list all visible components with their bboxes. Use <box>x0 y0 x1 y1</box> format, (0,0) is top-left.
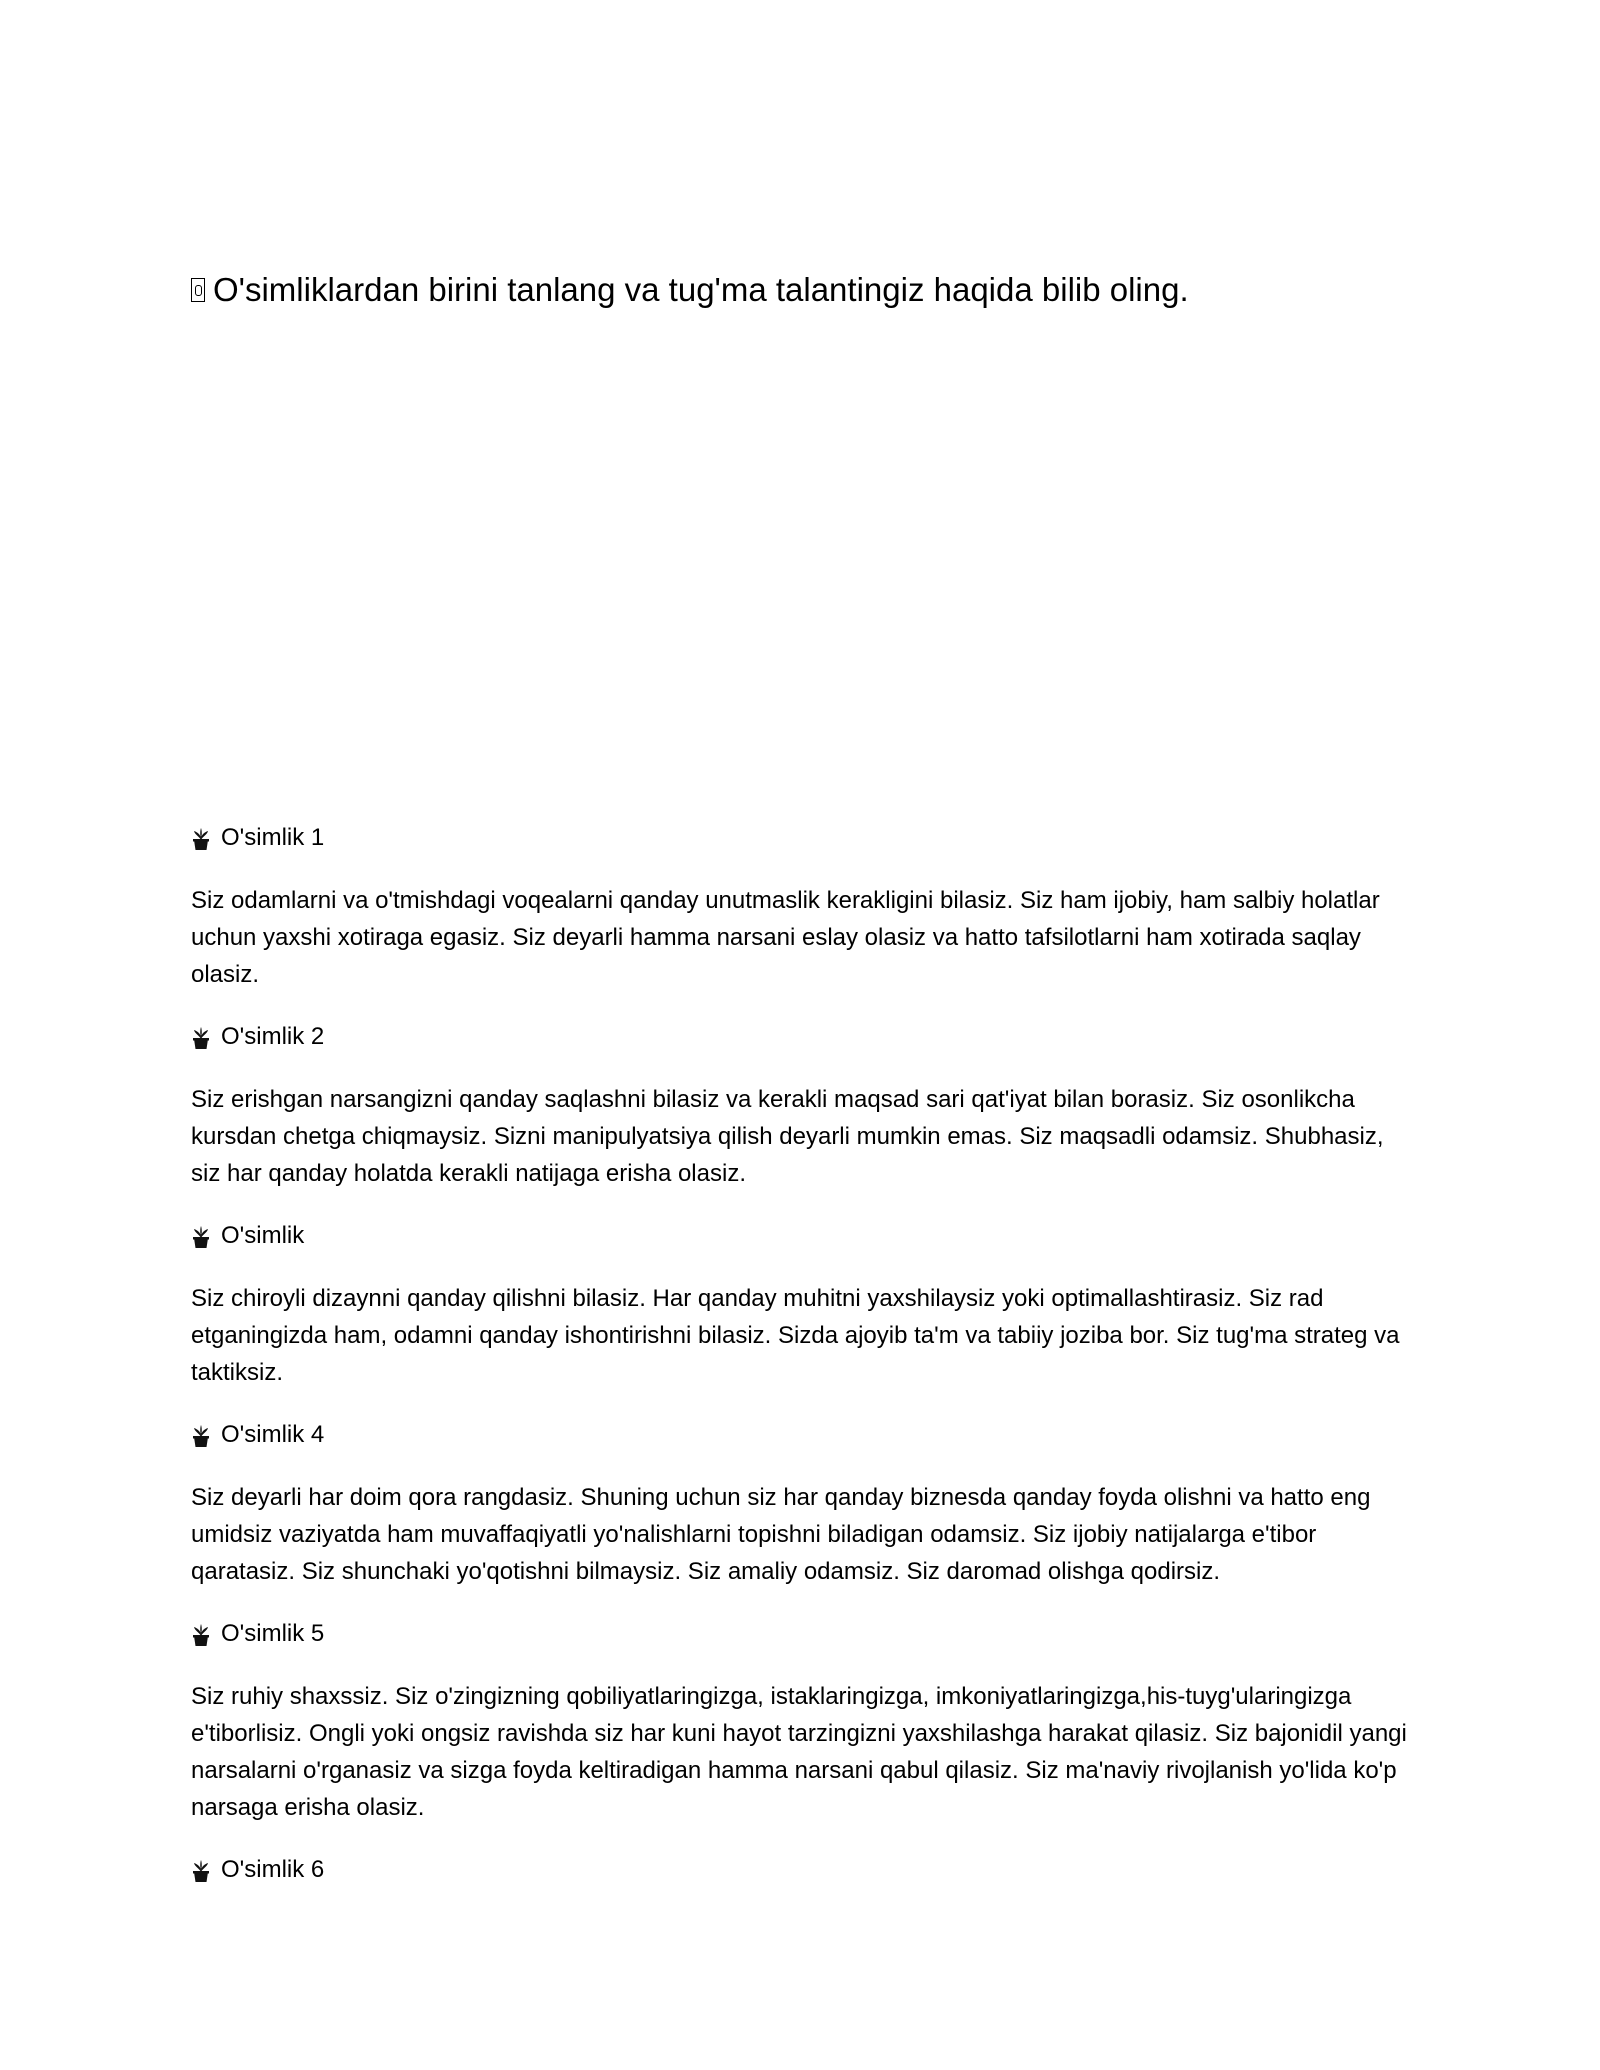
section-paragraph: Siz ruhiy shaxssiz. Siz o'zingizning qobiliyatlaringizga, istaklaringizga, imkoniyatlaringizga,his-tuyg'ularingizga e'tiborlisiz. Ongli yoki ongsiz ravishda siz har kuni hayot tarzingizni yaxshilashga harakat qilasiz. Siz bajonidil yangi narsalarni o'rganasiz va sizga foyda keltiradigan hamma narsani qabul qilasiz. Siz ma'naviy rivojlanish yo'lida ko'p narsaga erisha olasiz. <box>191 1683 1407 1821</box>
section-paragraph: Siz deyarli har doim qora rangdasiz. Shuning uchun siz har qanday biznesda qanday foyda olishni va hatto eng umidsiz vaziyatda ham muvaffaqiyatli yo'nalishlarni topishni biladigan odamsiz. Siz ijobiy natijalarga e'tibor qaratasiz. Siz shunchaki yo'qotishni bilmaysiz. Siz amaliy odamsiz. Siz daromad olishga qodirsiz. <box>191 1484 1371 1585</box>
potted-plant-icon <box>191 826 211 850</box>
page-title-text: O'simliklardan birini tanlang va tug'ma talantingiz haqida bilib oling. <box>213 271 1189 308</box>
potted-plant-icon <box>191 1025 211 1049</box>
section-heading-text: O'simlik 4 <box>221 1421 325 1448</box>
section-heading <box>191 1852 1411 1888</box>
potted-plant-icon <box>191 1622 211 1646</box>
potted-plant-icon <box>191 1858 211 1882</box>
section-heading-text: O'simlik 2 <box>221 1023 325 1050</box>
section-heading <box>191 820 1411 856</box>
potted-plant-icon <box>191 1224 211 1248</box>
section-paragraph: Siz odamlarni va o'tmishdagi voqealarni qanday unutmaslik kerakligini bilasiz. Siz ham ijobiy, ham salbiy holatlar uchun yaxshi xotiraga egasiz. Siz deyarli hamma narsani eslay olasiz va hatto tafsilotlarni ham xotirada saqlay olasiz. <box>191 887 1380 988</box>
section-heading <box>191 1616 1411 1652</box>
section-heading-text: O'simlik 6 <box>221 1856 325 1883</box>
section-heading-text: O'simlik 5 <box>221 1620 325 1647</box>
section-heading-text: O'simlik <box>221 1222 305 1249</box>
potted-plant-icon <box>191 1423 211 1447</box>
section-heading-text: O'simlik 1 <box>221 824 325 851</box>
section-heading <box>191 1019 1411 1055</box>
plant-list <box>191 820 1411 1914</box>
page-title <box>191 268 1411 312</box>
section-paragraph: Siz erishgan narsangizni qanday saqlashni bilasiz va kerakli maqsad sari qat'iyat bilan borasiz. Siz osonlikcha kursdan chetga chiqmaysiz. Sizni manipulyatsiya qilish deyarli mumkin emas. Siz maqsadli odamsiz. Shubhasiz, siz har qanday holatda kerakli natijaga erisha olasiz. <box>191 1086 1384 1187</box>
section-paragraph: Siz chiroyli dizaynni qanday qilishni bilasiz. Har qanday muhitni yaxshilaysiz yoki optimallashtirasiz. Siz rad etganingizda ham, odamni qanday ishontirishni bilasiz. Sizda ajoyib ta'm va tabiiy joziba bor. Siz tug'ma strateg va taktiksiz. <box>191 1285 1400 1386</box>
section-heading <box>191 1218 1411 1254</box>
section-heading <box>191 1417 1411 1453</box>
missing-glyph-icon <box>191 278 205 302</box>
